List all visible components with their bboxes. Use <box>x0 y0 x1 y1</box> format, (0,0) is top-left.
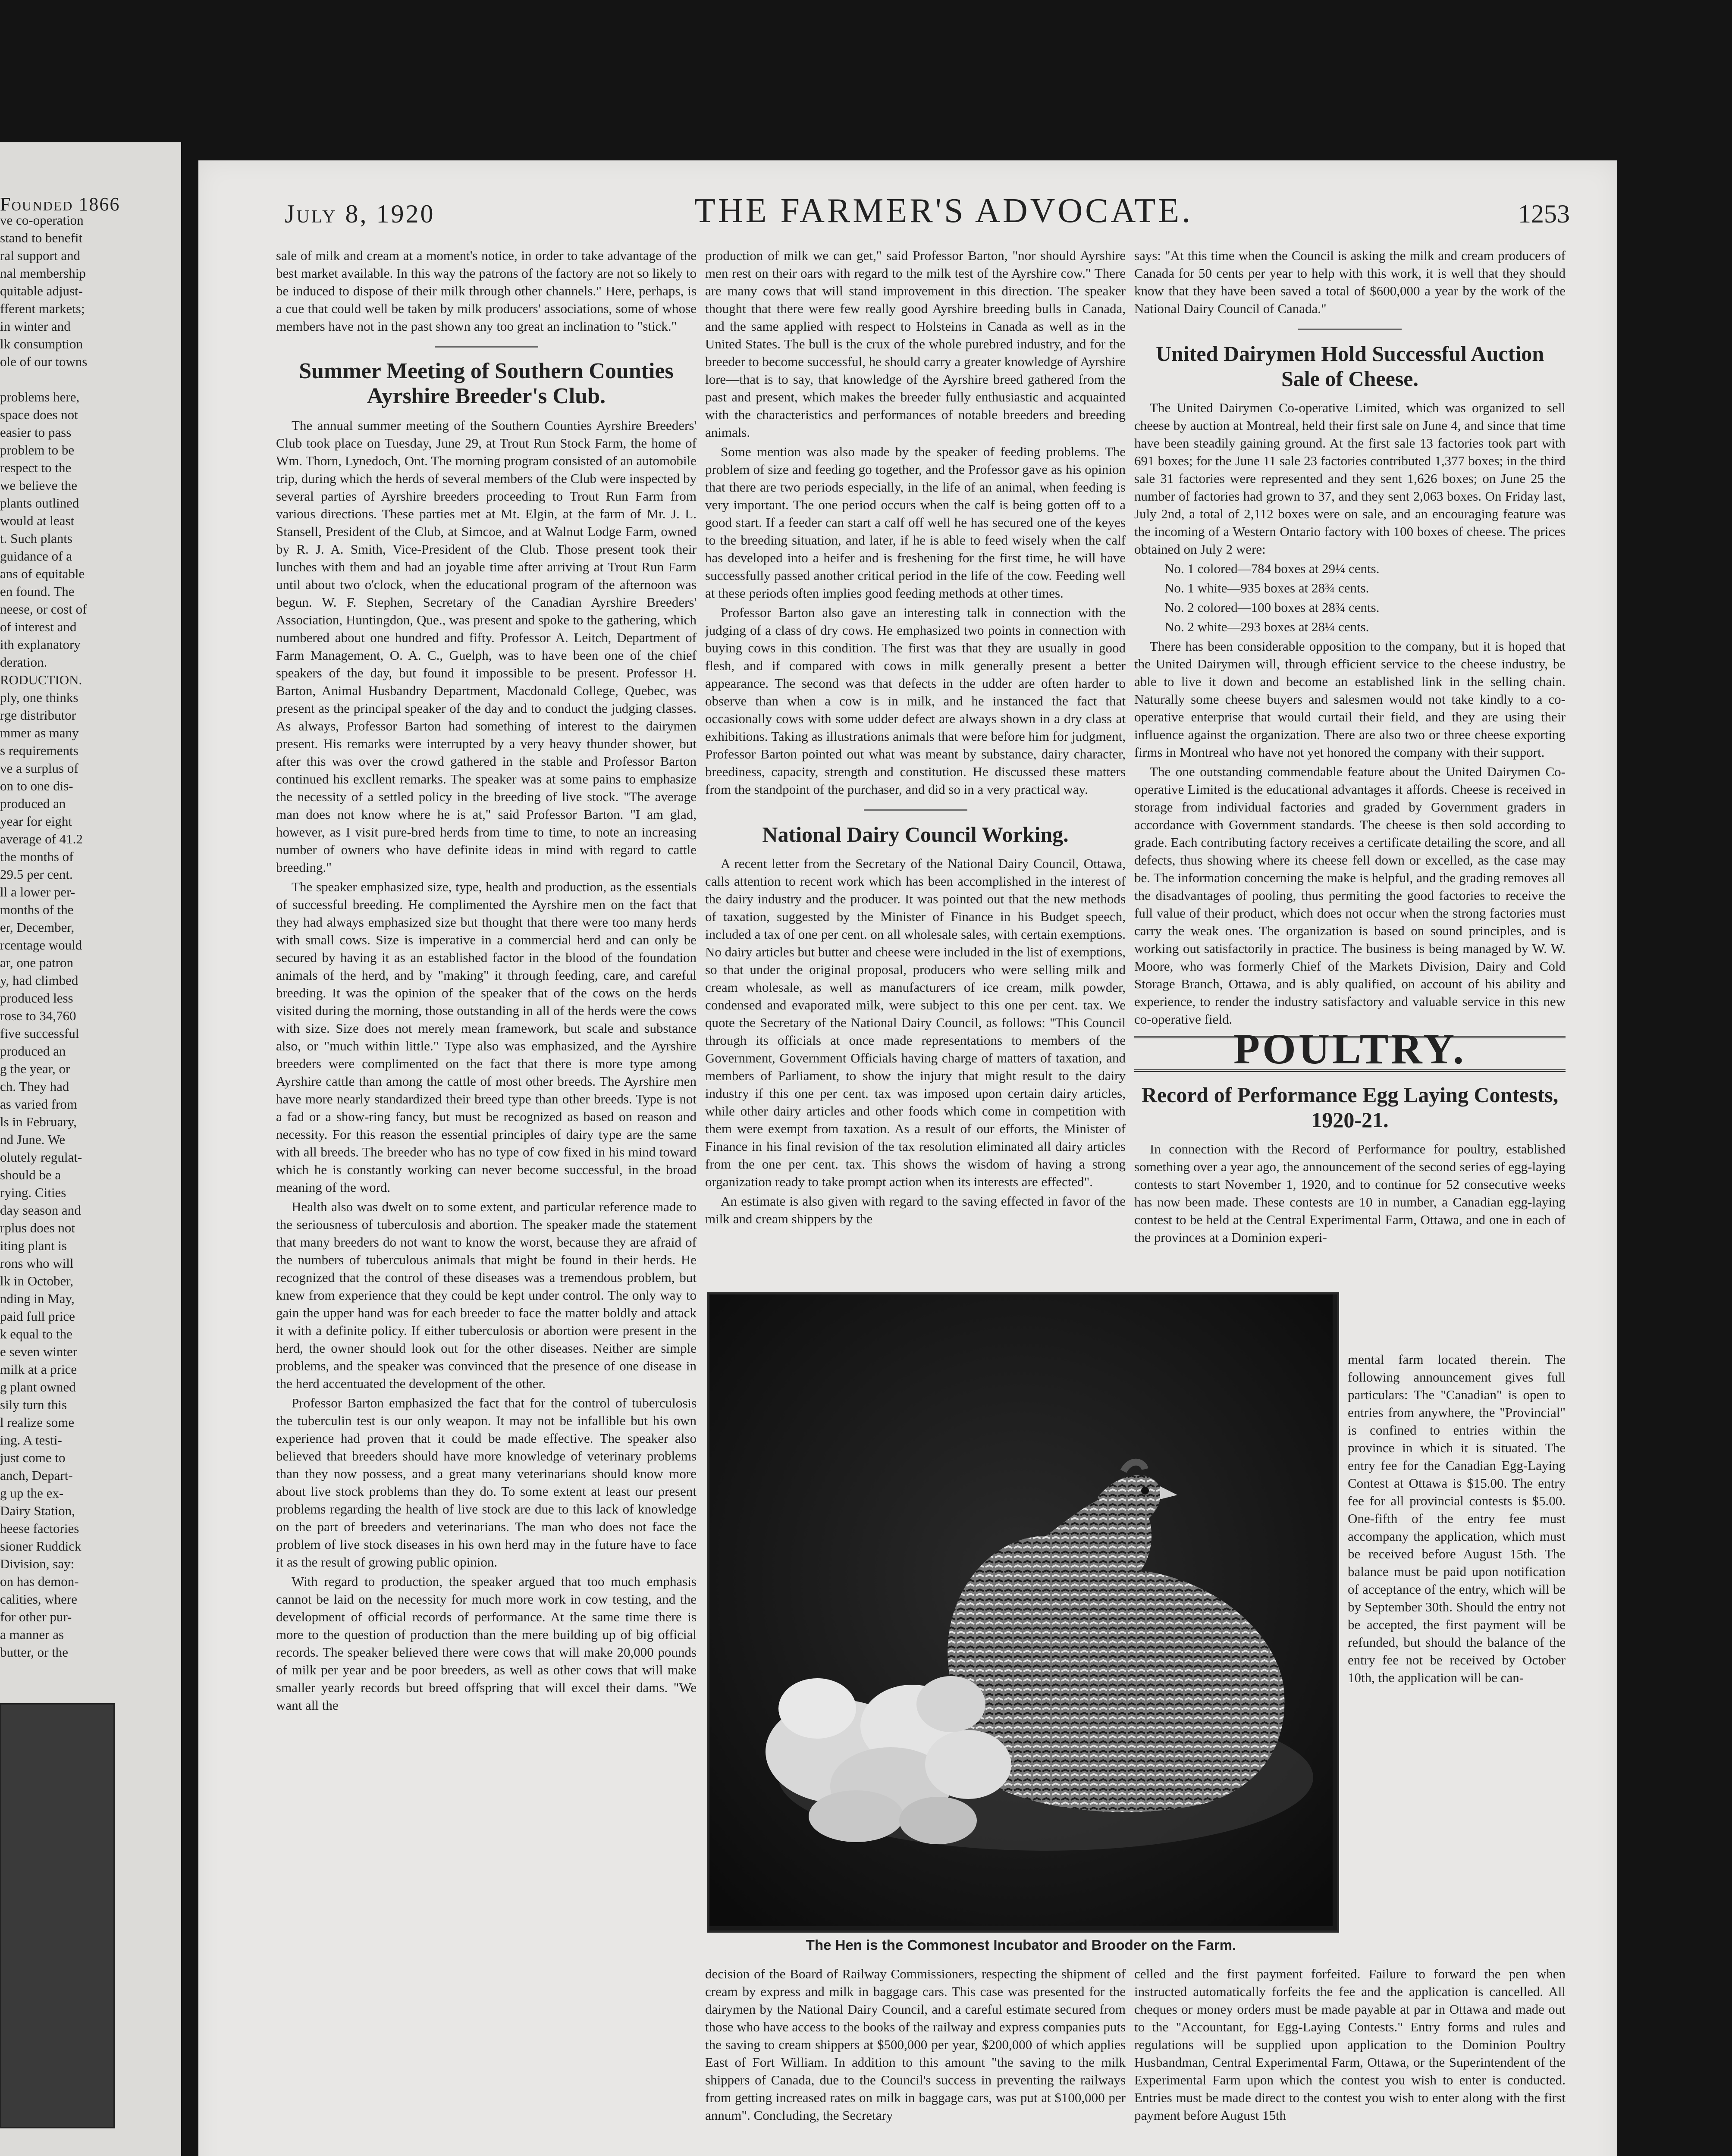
header-page-number: 1253 <box>1518 200 1570 228</box>
left-page-line: lk consumption <box>0 336 83 351</box>
left-page-line: Division, say: <box>0 1556 75 1571</box>
left-page-header: Founded 1866 <box>0 194 120 215</box>
left-page-line: 29.5 per cent. <box>0 867 73 882</box>
left-page-line: butter, or the <box>0 1645 69 1660</box>
left-page-line <box>0 370 173 388</box>
left-page-line: ral support and <box>0 248 80 263</box>
hen-illustration <box>709 1294 1333 1926</box>
left-page-line: mmer as many <box>0 725 79 740</box>
paragraph: production of milk we can get," said Professor Barton, "nor should Ayrshire men rest on their oars with regard to the milk test of the Ayrshire cow." There are many cows that will stand improvement in this direction. The speaker thought that there were few really good Ayrshire breeding bulls in Canada, and the same applied with respect to Holsteins in Canada as well as in the United States. The bull is the crux of the whole purebred industry, and for the breeder to become successful, he should carry a greater knowledge of Ayrshire lore—that is to say, that knowledge of the Ayrshire breed gathered from the past and present, which makes the breeder fully enthusiastic and acquainted with the characteristics and performances of notable breeders and breeding animals. <box>705 248 1126 440</box>
headline-united-dairymen: United Dairymen Hold Successful Auction Sale of Cheese. <box>1155 342 1544 391</box>
paragraph: Professor Barton emphasized the fact that for the control of tuberculosis the tuberculin test is our only weapon. It may not be infallible but his own experience had proven that it could be made effective. The speaker also believed that breeders should have more knowledge of veterinary problems than they now possess, and a great many veterinarians should know more about live stock problems than they do. To some extent at least our present problems regarding the health of live stock are due to this lack of knowledge on the part of breeders and veterinarians. The man who does not face the problem of live stock diseases in his own herd may in the future have to face it as the result of growing public opinion. <box>276 1395 697 1570</box>
paragraph: The speaker emphasized size, type, health and production, as the essentials of successful breeding. He complimented the Ayrshire men on the fact that they had always emphasized size but thought that there were too many herds with small cows. Size is imperative in a commercial herd and can only be secured by having it as an established factor in the blood of the foundation animals of the herd, and by "making" it through feeding, care, and careful breeding. It was the opinion of the speaker that of the cows on the herds visited during the morning, those outstanding in all of the herds were the cows with size. Size does not merely mean framework, but scale and substance also, or "much within little." Type also was emphasized, and the Ayrshire breeders were complimented on the fact that there is more type among Ayrshire cattle than among the cattle of most other breeds. The Ayrshire men have more nearly standardized their breed type than other breeds. Type is not a fad or a show-ring fancy, but must be recognized as based on reason and necessity. For this reason the essential principles of dairy type are the same with all breeds. The breeder who has no type of cow fixed in his mind toward which he is constantly working can never become successful, in the broad meaning of the word. <box>276 879 697 1195</box>
paragraph: says: "At this time when the Council is asking the milk and cream producers of Canada for 50 cents per year to help with this work, it is well that they should know that they have been saved a total of $600,000 a year by the work of the National Dairy Council of Canada." <box>1134 248 1566 316</box>
left-page-line: heese factories <box>0 1521 79 1536</box>
left-page-line: months of the <box>0 902 74 917</box>
paragraph: A recent letter from the Secretary of the National Dairy Council, Ottawa, calls attention to recent work which has been accomplished in the interest of the dairy industry and the producer. It was pointed out that the new methods of taxation, suggested by the Minister of Finance in his Budget speech, included a tax of one per cent. on all wholesale sales, with certain exemptions. No dairy articles but butter and cheese were included in the list of exemptions, so that under the original proposal, producers who were selling milk and cream wholesale, as well as manufacturers of ice cream, milk powder, condensed and evaporated milk, were subject to this one per cent. tax. We quote the Secretary of the National Dairy Council, as follows: "This Council through its officials at once made representations to members of the Government, Government Officials having charge of matters of taxation, and members of Parliament, to show the injury that might result to the dairy industry if this one per cent. tax was imposed upon certain dairy articles, while other dairy articles and other foods which come in competition with them were exempt from taxation. As a result of our efforts, the Minister of Finance in his final revision of the tax resolution eliminated all dairy articles from the one per cent. tax. This shows the wisdom of having a strong organization ready to take prompt action when its interests are effected". <box>705 856 1126 1189</box>
left-page-line: in winter and <box>0 319 71 334</box>
left-page-fragment <box>0 142 181 2156</box>
left-page-line: g up the ex- <box>0 1485 64 1501</box>
left-page-line: RODUCTION. <box>0 672 82 687</box>
left-page-line: just come to <box>0 1450 66 1465</box>
left-page-line: g the year, or <box>0 1061 70 1076</box>
left-page-line: produced an <box>0 796 66 811</box>
paragraph: Some mention was also made by the speaker of feeding problems. The problem of size and feeding go together, and the Professor gave as his opinion that there are two periods especially, in the life of an animal, when feeding is very important. The one period occurs when the calf is being gotten off to a good start. If a feeder can start a calf off well he has secured one of the keyes to the breeding situation, and later, if he is able to feed wisely when the calf has developed into a heifer and is freshening for the first time, he will have successfully passed another critical period in the life of the cow. Feeding well at these periods often implies good feeding methods at other times. <box>705 444 1126 601</box>
left-page-line: plants outlined <box>0 495 79 511</box>
left-page-line: en found. The <box>0 584 75 599</box>
left-page-line: day season and <box>0 1203 81 1218</box>
paragraph: The United Dairymen Co-operative Limited, which was organized to sell cheese by auction at Montreal, held their first sale on June 4, and since that time have been steadily gaining ground. At the first sale 13 factories took part with 691 boxes; for the June 11 sale 23 factories contributed 1,377 boxes; in the third sale 31 factories were represented and they sent 1,626 boxes; on June 25 the number of factories had grown to 37, and they sent 2,063 boxes. On Friday last, July 2nd, a total of 2,112 boxes were on sale, and an encouraging feature was the incoming of a Western Ontario factory with 100 boxes of cheese. The prices obtained on July 2 were: <box>1134 400 1566 557</box>
paragraph: In connection with the Record of Performance for poultry, established something over a year ago, the announcement of the second series of egg-laying contests to start November 1, 1920, and to continue for 52 consecutive weeks has now been made. These contests are 10 in number, a Canadian egg-laying contest to be held at the Central Experimental Farm, Ottawa, and one in each of the provinces at a Dominion experi- <box>1134 1141 1566 1245</box>
paragraph: With regard to production, the speaker argued that too much emphasis cannot be laid on the necessity for much more work in cow testing, and the development of official records of performance. At the same time there is more to the question of production than the mere building up of big official records. The speaker believed there were cows that will make 20,000 pounds of milk per year and be poor breeders, as well as other cows that will make smaller yearly records but breed offspring that will excel their dams. "We want all the <box>276 1574 697 1713</box>
column-b <box>705 247 1126 1229</box>
divider <box>864 809 967 811</box>
left-page-line: ans of equitable <box>0 566 85 581</box>
left-page-line: problem to be <box>0 442 75 458</box>
left-page-line: ply, one thinks <box>0 690 78 705</box>
header-title: THE FARMER'S ADVOCATE. <box>694 192 1193 230</box>
left-page-line: Dairy Station, <box>0 1503 75 1518</box>
left-page-line: ing. A testi- <box>0 1432 62 1448</box>
left-page-line: lk in October, <box>0 1273 74 1288</box>
left-page-photo <box>0 1703 115 2128</box>
left-page-line: ch. They had <box>0 1079 69 1094</box>
left-page-line: t. Such plants <box>0 531 72 546</box>
left-page-line: easier to pass <box>0 425 72 440</box>
left-page-line: nding in May, <box>0 1291 75 1306</box>
paragraph: celled and the first payment forfeited. Failure to forward the pen when instructed automatically forfeits the fee and the application is cancelled. All cheques or money orders must be made payable at par in Ottawa and made out to the "Accountant, for Egg-Laying Contests." Entry forms and rules and regulations will be supplied upon application to the Dominion Poultry Husbandman, Central Experimental Farm, Ottawa, or the Superintendent of the Experimental Farm upon which the contest you wish to enter is conducted. Entries must be made direct to the contest you wish to enter along with the first payment before August 15th <box>1134 1966 1566 2123</box>
left-page-line: e seven winter <box>0 1344 78 1359</box>
left-page-line: should be a <box>0 1167 61 1182</box>
headline-egg-laying: Record of Performance Egg Laying Contests, 1920-21. <box>1141 1083 1559 1132</box>
paragraph: decision of the Board of Railway Commissioners, respecting the shipment of cream by express and milk in baggage cars. This case was presented for the dairymen by the National Dairy Council, and a careful estimate secured from those who have access to the books of the railway and express companies puts the saving to cream shippers at $500,000 per year, $200,000 of which applies East of Fort William. In addition to this amount "the saving to the milk shippers of Canada, due to the Council's success in preventing the railways from getting increased rates on milk in baggage cars, was put at $100,000 per annum". Concluding, the Secretary <box>705 1966 1126 2123</box>
left-page-line: as varied from <box>0 1097 78 1112</box>
left-page-line: a manner as <box>0 1627 64 1642</box>
paragraph: Professor Barton also gave an interesting talk in connection with the judging of a class of dry cows. He emphasized two points in connection with buying cows in this condition. The first was that they are usually in good flesh, and if compared with cows in milk generally present a better appearance. The second was that defects in the udder are often harder to observe than when a cow is in milk, and he instanced the fact that occasionally cows with some udder defect are always shown in a dry class at exhibitions. Taking as illustrations animals that were before him for judgment, Professor Barton pointed out what was meant by substance, dairy character, breediness, capacity, strength and constitution. He discussed these matters from the standpoint of the purchaser, and did so in a very practical way. <box>705 605 1126 797</box>
left-page-line: s requirements <box>0 743 78 758</box>
left-page-line: rge distributor <box>0 708 76 723</box>
left-page-line: respect to the <box>0 460 72 475</box>
left-page-column <box>0 211 173 1661</box>
left-page-line: space does not <box>0 407 78 422</box>
left-page-line: for other pur- <box>0 1609 72 1624</box>
left-page-line: nd June. We <box>0 1132 66 1147</box>
headline-ayrshire-meeting: Summer Meeting of Southern Counties Ayrshire Breeder's Club. <box>299 359 674 408</box>
left-page-line: ith explanatory <box>0 637 81 652</box>
left-page-line: ve co-operation <box>0 213 84 228</box>
divider <box>435 346 538 348</box>
left-page-line: l realize some <box>0 1415 75 1430</box>
left-page-line: ole of our towns <box>0 354 88 369</box>
hen-photo <box>707 1292 1339 1933</box>
column-c <box>1134 247 1566 1248</box>
left-page-line: paid full price <box>0 1309 75 1324</box>
paragraph: An estimate is also given with regard to the saving effected in favor of the milk and cream shippers by the <box>705 1194 1126 1226</box>
column-b-continuation <box>705 1965 1126 2126</box>
left-page-line: deration. <box>0 655 47 670</box>
left-page-line: average of 41.2 <box>0 831 83 846</box>
left-page-line: calities, where <box>0 1592 78 1607</box>
left-page-line: problems here, <box>0 389 80 404</box>
paragraph: The one outstanding commendable feature about the United Dairymen Co-operative Limited is the educational advantages it affords. Cheese is received in storage from individual factories and graded by Government graders in accordance with Government standards. The cheese is then sold according to grade. Each contributing factory receives a certificate detailing the score, and all defects, thus showing where its cheese fell down or excelled, as the case may be. The information concerning the make is helpful, and the grading removes all the disadvantages of pooling, thus permiting the good factories to receive the full value of their product, which does not occur when the strong factories must carry the weak ones. The organization is based on sound principles, and is working out satisfactorily in practice. The business is being managed by W. W. Moore, who was formerly Chief of the Markets Division, Dairy and Cold Storage Branch, Ottawa, and is ably qualified, on account of his ability and experience, to render the industry satisfactory and valuable service in this new co-operative field. <box>1134 764 1566 1027</box>
left-page-line: rose to 34,760 <box>0 1008 76 1023</box>
left-page-line: on to one dis- <box>0 778 73 793</box>
left-page-line: produced less <box>0 990 73 1006</box>
column-c-narrow <box>1348 1351 1566 1688</box>
left-page-line: olutely regulat- <box>0 1150 82 1165</box>
left-page-line: y, had climbed <box>0 973 78 988</box>
left-page-line: sily turn this <box>0 1397 67 1412</box>
price-line: No. 2 colored—100 boxes at 28¾ cents. <box>1164 600 1380 615</box>
left-page-line: anch, Depart- <box>0 1468 73 1483</box>
left-page-line: ls in February, <box>0 1114 77 1129</box>
left-page-line: of interest and <box>0 619 77 634</box>
left-page-line: guidance of a <box>0 548 72 564</box>
article-continuation: sale of milk and cream at a moment's notice, in order to take advantage of the best market available. In this way the patrons of the factory are not so likely to be induced to dispose of their milk through other channels." Here, perhaps, is a cue that could well be taken by milk producers' associations, some of whose members have not in the past shown any too great an inclination to "stick." <box>276 248 697 334</box>
column-c-continuation <box>1134 1965 1566 2126</box>
column-a <box>276 247 697 1716</box>
left-page-line: sioner Ruddick <box>0 1539 82 1554</box>
left-page-line: five successful <box>0 1026 79 1041</box>
photo-caption: The Hen is the Commonest Incubator and Brooder on the Farm. <box>806 1937 1236 1953</box>
divider <box>1298 329 1402 330</box>
poultry-section-title: POULTRY. <box>1233 1025 1467 1073</box>
left-page-line: g plant owned <box>0 1379 76 1395</box>
left-page-line: quitable adjust- <box>0 283 83 298</box>
paragraph: Health also was dwelt on to some extent, and particular reference made to the seriousness of tuberculosis and abortion. The speaker made the statement that many breeders do not want to know the worst, because they are afraid of the numbers of tuberculous animals that might be found in their herds. He recognized that the control of these diseases was a tremendous problem, but knew from experience that they could be kept under control. The only way to gain the upper hand was for each breeder to face the matter boldly and attack it with a definite policy. If either tuberculosis or abortion were present in the herd, the owner should look out for the other diseases. Neither are simple problems, and the speaker was convinced that the presence of one disease in the herd accentuated the development of the other. <box>276 1199 697 1391</box>
left-page-line: the months of <box>0 849 74 864</box>
left-page-line: neese, or cost of <box>0 602 87 617</box>
poultry-section-banner <box>1134 1025 1566 1073</box>
left-page-line: ve a surplus of <box>0 761 78 776</box>
newspaper-page <box>198 160 1617 2156</box>
left-page-line: fferent markets; <box>0 301 85 316</box>
left-page-line: milk at a price <box>0 1362 77 1377</box>
left-page-line: er, December, <box>0 920 75 935</box>
header-date: July 8, 1920 <box>285 200 435 228</box>
paragraph: The annual summer meeting of the Southern Counties Ayrshire Breeders' Club took place on Tuesday, June 29, at Trout Run Stock Farm, the home of Wm. Thorn, Lynedoch, Ont. The morning program consisted of an automobile trip, during which the herds of several members of the Club were inspected by several parties of Ayrshire breeders proceeding to Trout Run Farm from various directions. These parties met at Mt. Elgin, at the farm of Mr. J. L. Stansell, President of the Club, at Simcoe, and at Walnut Lodge Farm, owned by R. J. A. Smith, Vice-President of the Club. Those present took their lunches with them and had an joyable time after arriving at Trout Run Farm until about two o'clock, when the educational program of the afternoon was begun. W. F. Stephen, Secretary of the Canadian Ayrshire Breeders' Association, Huntingdon, Que., was present and spoke to the gathering, which numbered about one hundred and fifty. Professor A. Leitch, Department of Farm Management, O. A. C., Guelph, was to have been one of the chief speakers of the day, but found it impossible to be present. Professor H. Barton, Animal Husbandry Department, Macdonald College, Quebec, was present as the principal speaker of the day and to conduct the judging classes. As always, Professor Barton had something of interest to the dairymen present. His remarks were interrupted by a very heavy thunder shower, but after this was over the crowd gathered in the stable and Professor Barton continued his excllent remarks. The speaker was at some pains to emphasize the necessity of a settled policy in the breeding of live stock. "The average man does not know where he is at," said Professor Barton. "I am glad, however, as I visit pure-bred herds from time to time, to note an increasing number of owners who have definite ideas in mind with regard to cattle breeding." <box>276 418 697 875</box>
left-page-line: on has demon- <box>0 1574 79 1589</box>
left-page-line: stand to benefit <box>0 230 83 245</box>
left-page-line: would at least <box>0 513 75 528</box>
price-line: No. 1 colored—784 boxes at 29¼ cents. <box>1164 561 1380 576</box>
left-page-line: ar, one patron <box>0 955 74 970</box>
paragraph: mental farm located therein. The following announcement gives full particulars: The "Canadian" is open to entries from anywhere, the "Provincial" is confined to entries within the province in which it is situated. The entry fee for the Canadian Egg-Laying Contest at Ottawa is $15.00. The entry fee for all provincial contests is $5.00. One-fifth of the entry fee must accompany the application, which must be received before August 15th. The balance must be paid upon notification of acceptance of the entry, which will be by September 30th. Should the entry not be accepted, the first payment will be refunded, but should the balance of the entry fee not be received by October 10th, the application will be can- <box>1348 1352 1566 1685</box>
left-page-line: rons who will <box>0 1256 74 1271</box>
left-page-line: rplus does not <box>0 1220 75 1235</box>
left-page-line: nal membership <box>0 266 86 281</box>
price-line: No. 1 white—935 boxes at 28¾ cents. <box>1164 580 1369 595</box>
left-page-line: rcentage would <box>0 937 82 953</box>
left-page-line: we believe the <box>0 478 78 493</box>
left-page-line: produced an <box>0 1044 66 1059</box>
left-page-line: k equal to the <box>0 1326 72 1341</box>
left-page-line: rying. Cities <box>0 1185 66 1200</box>
price-line: No. 2 white—293 boxes at 28¼ cents. <box>1164 619 1369 634</box>
paragraph: There has been considerable opposition to the company, but it is hoped that the United Dairymen will, through efficient service to the cheese industry, be able to live it down and become an established link in the selling chain. Naturally some cheese buyers and salesmen would not take kindly to a co-operative enterprise that would curtail their field, and they are using their influence against the organization. There are also two or three cheese exporting firms in Montreal who have not yet honored the company with their support. <box>1134 639 1566 760</box>
left-page-line: iting plant is <box>0 1238 67 1253</box>
headline-dairy-council: National Dairy Council Working. <box>762 822 1069 846</box>
left-page-line: year for eight <box>0 814 72 829</box>
left-page-line: ll a lower per- <box>0 884 75 899</box>
